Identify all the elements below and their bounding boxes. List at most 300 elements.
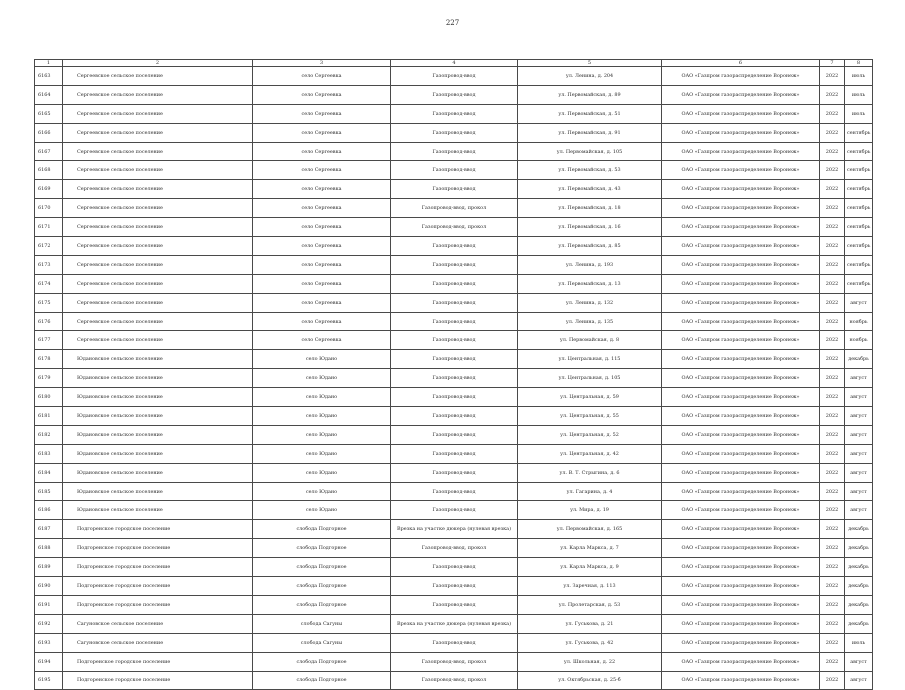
locality-cell: село Юдано <box>253 369 391 388</box>
year-cell: 2022 <box>820 180 845 199</box>
column-header-4: 4 <box>391 60 518 67</box>
settlement-cell: Сергеевское сельское поселение <box>63 199 253 218</box>
object-type-cell: Газопровод-ввод <box>391 501 518 520</box>
address-cell: ул. Первомайская, д. 53 <box>518 161 662 180</box>
locality-cell: село Сергеевка <box>253 161 391 180</box>
organization-cell: ОАО «Газпром газораспределение Воронеж» <box>662 142 820 161</box>
table-row <box>35 199 873 218</box>
table-header <box>35 60 873 67</box>
settlement-cell: Сергеевское сельское поселение <box>63 67 253 86</box>
row-number-cell: 6180 <box>35 388 63 407</box>
table-row <box>35 85 873 104</box>
object-type-cell: Газопровод-ввод <box>391 444 518 463</box>
row-number-cell: 6184 <box>35 463 63 482</box>
locality-cell: слобода Подгорное <box>253 652 391 671</box>
year-cell: 2022 <box>820 312 845 331</box>
locality-cell: село Сергеевка <box>253 293 391 312</box>
object-type-cell: Врезка на участке дюкера (нулевая врезка) <box>391 614 518 633</box>
table-row <box>35 180 873 199</box>
year-cell: 2022 <box>820 633 845 652</box>
row-number-cell: 6181 <box>35 407 63 426</box>
column-header-1: 1 <box>35 60 63 67</box>
locality-cell: слобода Сагуны <box>253 633 391 652</box>
settlement-cell: Юдановское сельское поселение <box>63 444 253 463</box>
organization-cell: ОАО «Газпром газораспределение Воронеж» <box>662 671 820 690</box>
organization-cell: ОАО «Газпром газораспределение Воронеж» <box>662 161 820 180</box>
month-cell: сентябрь <box>845 218 873 237</box>
settlement-cell: Сергеевское сельское поселение <box>63 218 253 237</box>
month-cell: сентябрь <box>845 237 873 256</box>
object-type-cell: Газопровод-ввод <box>391 161 518 180</box>
locality-cell: село Юдано <box>253 444 391 463</box>
settlement-cell: Подгоренское городское поселение <box>63 671 253 690</box>
row-number-cell: 6194 <box>35 652 63 671</box>
year-cell: 2022 <box>820 388 845 407</box>
settlement-cell: Подгоренское городское поселение <box>63 577 253 596</box>
locality-cell: село Сергеевка <box>253 67 391 86</box>
month-cell: июль <box>845 104 873 123</box>
row-number-cell: 6178 <box>35 350 63 369</box>
organization-cell: ОАО «Газпром газораспределение Воронеж» <box>662 577 820 596</box>
table-row <box>35 463 873 482</box>
organization-cell: ОАО «Газпром газораспределение Воронеж» <box>662 482 820 501</box>
organization-cell: ОАО «Газпром газораспределение Воронеж» <box>662 369 820 388</box>
object-type-cell: Газопровод-ввод <box>391 558 518 577</box>
object-type-cell: Газопровод-ввод, прокол <box>391 671 518 690</box>
locality-cell: село Сергеевка <box>253 255 391 274</box>
organization-cell: ОАО «Газпром газораспределение Воронеж» <box>662 312 820 331</box>
month-cell: декабрь <box>845 350 873 369</box>
row-number-cell: 6177 <box>35 331 63 350</box>
month-cell: август <box>845 444 873 463</box>
object-type-cell: Газопровод-ввод <box>391 123 518 142</box>
locality-cell: слобода Подгорное <box>253 671 391 690</box>
month-cell: ноябрь <box>845 312 873 331</box>
object-type-cell: Газопровод-ввод <box>391 85 518 104</box>
organization-cell: ОАО «Газпром газораспределение Воронеж» <box>662 520 820 539</box>
address-cell: ул. Первомайская, д. 43 <box>518 180 662 199</box>
address-cell: ул. Ленина, д. 132 <box>518 293 662 312</box>
year-cell: 2022 <box>820 123 845 142</box>
object-type-cell: Газопровод-ввод <box>391 312 518 331</box>
row-number-cell: 6174 <box>35 274 63 293</box>
locality-cell: слобода Подгорное <box>253 595 391 614</box>
object-type-cell: Газопровод-ввод, прокол <box>391 199 518 218</box>
table-row <box>35 104 873 123</box>
locality-cell: слобода Сагуны <box>253 614 391 633</box>
year-cell: 2022 <box>820 501 845 520</box>
organization-cell: ОАО «Газпром газораспределение Воронеж» <box>662 293 820 312</box>
row-number-cell: 6191 <box>35 595 63 614</box>
month-cell: август <box>845 293 873 312</box>
settlement-cell: Подгоренское городское поселение <box>63 539 253 558</box>
object-type-cell: Газопровод-ввод <box>391 577 518 596</box>
locality-cell: село Юдано <box>253 407 391 426</box>
address-cell: ул. Центральная, д. 52 <box>518 425 662 444</box>
address-cell: ул. Первомайская, д. 18 <box>518 199 662 218</box>
address-cell: ул. Пролетарская, д. 53 <box>518 595 662 614</box>
year-cell: 2022 <box>820 85 845 104</box>
object-type-cell: Газопровод-ввод <box>391 463 518 482</box>
locality-cell: село Сергеевка <box>253 312 391 331</box>
month-cell: сентябрь <box>845 274 873 293</box>
row-number-cell: 6169 <box>35 180 63 199</box>
address-cell: ул. Ленина, д. 135 <box>518 312 662 331</box>
locality-cell: село Юдано <box>253 501 391 520</box>
locality-cell: село Сергеевка <box>253 123 391 142</box>
settlement-cell: Юдановское сельское поселение <box>63 369 253 388</box>
row-number-cell: 6167 <box>35 142 63 161</box>
month-cell: декабрь <box>845 539 873 558</box>
year-cell: 2022 <box>820 614 845 633</box>
organization-cell: ОАО «Газпром газораспределение Воронеж» <box>662 633 820 652</box>
table-row <box>35 520 873 539</box>
table-row <box>35 255 873 274</box>
object-type-cell: Газопровод-ввод <box>391 142 518 161</box>
settlement-cell: Юдановское сельское поселение <box>63 388 253 407</box>
table-row <box>35 671 873 690</box>
object-type-cell: Газопровод-ввод <box>391 407 518 426</box>
object-type-cell: Газопровод-ввод <box>391 293 518 312</box>
object-type-cell: Газопровод-ввод, прокол <box>391 652 518 671</box>
month-cell: сентябрь <box>845 199 873 218</box>
organization-cell: ОАО «Газпром газораспределение Воронеж» <box>662 407 820 426</box>
settlement-cell: Сергеевское сельское поселение <box>63 104 253 123</box>
locality-cell: село Сергеевка <box>253 142 391 161</box>
year-cell: 2022 <box>820 671 845 690</box>
settlement-cell: Сергеевское сельское поселение <box>63 312 253 331</box>
organization-cell: ОАО «Газпром газораспределение Воронеж» <box>662 388 820 407</box>
address-cell: ул. Ленина, д. 193 <box>518 255 662 274</box>
organization-cell: ОАО «Газпром газораспределение Воронеж» <box>662 237 820 256</box>
object-type-cell: Газопровод-ввод <box>391 482 518 501</box>
month-cell: август <box>845 652 873 671</box>
address-cell: ул. Карла Маркса, д. 7 <box>518 539 662 558</box>
object-type-cell: Газопровод-ввод <box>391 350 518 369</box>
organization-cell: ОАО «Газпром газораспределение Воронеж» <box>662 85 820 104</box>
settlement-cell: Сергеевское сельское поселение <box>63 142 253 161</box>
address-cell: ул. Первомайская, д. 85 <box>518 237 662 256</box>
table-row <box>35 482 873 501</box>
organization-cell: ОАО «Газпром газораспределение Воронеж» <box>662 199 820 218</box>
address-cell: ул. Гагарина, д. 4 <box>518 482 662 501</box>
object-type-cell: Газопровод-ввод <box>391 274 518 293</box>
column-header-7: 7 <box>820 60 845 67</box>
month-cell: декабрь <box>845 595 873 614</box>
address-cell: ул. Первомайская, д. 16 <box>518 218 662 237</box>
year-cell: 2022 <box>820 274 845 293</box>
row-number-cell: 6175 <box>35 293 63 312</box>
settlement-cell: Сагуновское сельское поселение <box>63 614 253 633</box>
table-row <box>35 237 873 256</box>
row-number-cell: 6172 <box>35 237 63 256</box>
settlement-cell: Юдановское сельское поселение <box>63 463 253 482</box>
month-cell: сентябрь <box>845 142 873 161</box>
year-cell: 2022 <box>820 444 845 463</box>
settlement-cell: Юдановское сельское поселение <box>63 425 253 444</box>
gasification-table <box>34 59 873 690</box>
table-row <box>35 161 873 180</box>
locality-cell: село Юдано <box>253 388 391 407</box>
settlement-cell: Юдановское сельское поселение <box>63 407 253 426</box>
settlement-cell: Сергеевское сельское поселение <box>63 85 253 104</box>
object-type-cell: Газопровод-ввод <box>391 237 518 256</box>
table-row <box>35 539 873 558</box>
month-cell: сентябрь <box>845 161 873 180</box>
address-cell: ул. Первомайская, д. 105 <box>518 142 662 161</box>
locality-cell: село Сергеевка <box>253 331 391 350</box>
table-row <box>35 67 873 86</box>
object-type-cell: Газопровод-ввод, прокол <box>391 218 518 237</box>
month-cell: август <box>845 425 873 444</box>
organization-cell: ОАО «Газпром газораспределение Воронеж» <box>662 123 820 142</box>
organization-cell: ОАО «Газпром газораспределение Воронеж» <box>662 614 820 633</box>
settlement-cell: Подгоренское городское поселение <box>63 652 253 671</box>
row-number-cell: 6164 <box>35 85 63 104</box>
row-number-cell: 6188 <box>35 539 63 558</box>
organization-cell: ОАО «Газпром газораспределение Воронеж» <box>662 463 820 482</box>
settlement-cell: Сергеевское сельское поселение <box>63 255 253 274</box>
object-type-cell: Газопровод-ввод <box>391 67 518 86</box>
column-header-6: 6 <box>662 60 820 67</box>
settlement-cell: Сергеевское сельское поселение <box>63 274 253 293</box>
month-cell: июль <box>845 633 873 652</box>
locality-cell: село Сергеевка <box>253 199 391 218</box>
object-type-cell: Газопровод-ввод, прокол <box>391 539 518 558</box>
object-type-cell: Врезка на участке дюкера (нулевая врезка) <box>391 520 518 539</box>
address-cell: ул. Карла Маркса, д. 9 <box>518 558 662 577</box>
table-row <box>35 142 873 161</box>
settlement-cell: Юдановское сельское поселение <box>63 350 253 369</box>
locality-cell: село Сергеевка <box>253 85 391 104</box>
table-row <box>35 501 873 520</box>
page-number: 227 <box>445 19 460 27</box>
column-header-3: 3 <box>253 60 391 67</box>
settlement-cell: Подгоренское городское поселение <box>63 558 253 577</box>
address-cell: ул. Первомайская, д. 165 <box>518 520 662 539</box>
year-cell: 2022 <box>820 218 845 237</box>
table-body <box>35 67 873 690</box>
object-type-cell: Газопровод-ввод <box>391 104 518 123</box>
address-cell: ул. Центральная, д. 59 <box>518 388 662 407</box>
address-cell: ул. Первомайская, д. 51 <box>518 104 662 123</box>
year-cell: 2022 <box>820 237 845 256</box>
locality-cell: село Юдано <box>253 482 391 501</box>
organization-cell: ОАО «Газпром газораспределение Воронеж» <box>662 350 820 369</box>
organization-cell: ОАО «Газпром газораспределение Воронеж» <box>662 539 820 558</box>
address-cell: ул. Центральная, д. 55 <box>518 407 662 426</box>
row-number-cell: 6195 <box>35 671 63 690</box>
row-number-cell: 6170 <box>35 199 63 218</box>
row-number-cell: 6189 <box>35 558 63 577</box>
table-row <box>35 293 873 312</box>
locality-cell: слобода Подгорное <box>253 520 391 539</box>
year-cell: 2022 <box>820 652 845 671</box>
object-type-cell: Газопровод-ввод <box>391 255 518 274</box>
organization-cell: ОАО «Газпром газораспределение Воронеж» <box>662 218 820 237</box>
row-number-cell: 6171 <box>35 218 63 237</box>
year-cell: 2022 <box>820 539 845 558</box>
object-type-cell: Газопровод-ввод <box>391 388 518 407</box>
table-row <box>35 614 873 633</box>
row-number-cell: 6163 <box>35 67 63 86</box>
settlement-cell: Юдановское сельское поселение <box>63 501 253 520</box>
row-number-cell: 6182 <box>35 425 63 444</box>
table-row <box>35 425 873 444</box>
row-number-cell: 6183 <box>35 444 63 463</box>
settlement-cell: Подгоренское городское поселение <box>63 520 253 539</box>
year-cell: 2022 <box>820 331 845 350</box>
address-cell: ул. Ленина, д. 204 <box>518 67 662 86</box>
object-type-cell: Газопровод-ввод <box>391 425 518 444</box>
address-cell: ул. Первомайская, д. 89 <box>518 85 662 104</box>
address-cell: ул. В. Т. Стрыгина, д. 6 <box>518 463 662 482</box>
month-cell: август <box>845 463 873 482</box>
year-cell: 2022 <box>820 558 845 577</box>
year-cell: 2022 <box>820 67 845 86</box>
settlement-cell: Юдановское сельское поселение <box>63 482 253 501</box>
address-cell: ул. Первомайская, д. 91 <box>518 123 662 142</box>
month-cell: июль <box>845 67 873 86</box>
settlement-cell: Подгоренское городское поселение <box>63 595 253 614</box>
address-cell: ул. Первомайская, д. 13 <box>518 274 662 293</box>
table-row <box>35 388 873 407</box>
year-cell: 2022 <box>820 104 845 123</box>
organization-cell: ОАО «Газпром газораспределение Воронеж» <box>662 180 820 199</box>
header-row <box>35 60 873 67</box>
table-row <box>35 577 873 596</box>
month-cell: декабрь <box>845 520 873 539</box>
row-number-cell: 6190 <box>35 577 63 596</box>
year-cell: 2022 <box>820 199 845 218</box>
settlement-cell: Сергеевское сельское поселение <box>63 180 253 199</box>
month-cell: август <box>845 388 873 407</box>
locality-cell: слобода Подгорное <box>253 577 391 596</box>
object-type-cell: Газопровод-ввод <box>391 595 518 614</box>
object-type-cell: Газопровод-ввод <box>391 633 518 652</box>
year-cell: 2022 <box>820 161 845 180</box>
table-row <box>35 633 873 652</box>
organization-cell: ОАО «Газпром газораспределение Воронеж» <box>662 595 820 614</box>
table-row <box>35 123 873 142</box>
month-cell: сентябрь <box>845 123 873 142</box>
year-cell: 2022 <box>820 255 845 274</box>
table-row <box>35 407 873 426</box>
year-cell: 2022 <box>820 293 845 312</box>
year-cell: 2022 <box>820 463 845 482</box>
organization-cell: ОАО «Газпром газораспределение Воронеж» <box>662 104 820 123</box>
locality-cell: село Сергеевка <box>253 274 391 293</box>
month-cell: сентябрь <box>845 180 873 199</box>
organization-cell: ОАО «Газпром газораспределение Воронеж» <box>662 652 820 671</box>
address-cell: ул. Школьная, д. 22 <box>518 652 662 671</box>
organization-cell: ОАО «Газпром газораспределение Воронеж» <box>662 444 820 463</box>
address-cell: ул. Мира, д. 19 <box>518 501 662 520</box>
row-number-cell: 6165 <box>35 104 63 123</box>
organization-cell: ОАО «Газпром газораспределение Воронеж» <box>662 501 820 520</box>
year-cell: 2022 <box>820 369 845 388</box>
column-header-8: 8 <box>845 60 873 67</box>
month-cell: август <box>845 407 873 426</box>
month-cell: июль <box>845 85 873 104</box>
locality-cell: слобода Подгорное <box>253 539 391 558</box>
table-row <box>35 652 873 671</box>
row-number-cell: 6185 <box>35 482 63 501</box>
locality-cell: село Сергеевка <box>253 218 391 237</box>
month-cell: ноябрь <box>845 331 873 350</box>
organization-cell: ОАО «Газпром газораспределение Воронеж» <box>662 425 820 444</box>
address-cell: ул. Гуськова, д. 42 <box>518 633 662 652</box>
locality-cell: село Сергеевка <box>253 180 391 199</box>
year-cell: 2022 <box>820 520 845 539</box>
row-number-cell: 6179 <box>35 369 63 388</box>
year-cell: 2022 <box>820 482 845 501</box>
year-cell: 2022 <box>820 577 845 596</box>
locality-cell: село Сергеевка <box>253 237 391 256</box>
settlement-cell: Сергеевское сельское поселение <box>63 237 253 256</box>
month-cell: август <box>845 482 873 501</box>
table-row <box>35 558 873 577</box>
row-number-cell: 6187 <box>35 520 63 539</box>
table-row <box>35 218 873 237</box>
settlement-cell: Сергеевское сельское поселение <box>63 331 253 350</box>
address-cell: ул. Центральная, д. 105 <box>518 369 662 388</box>
address-cell: ул. Первомайская, д. 8 <box>518 331 662 350</box>
month-cell: декабрь <box>845 614 873 633</box>
organization-cell: ОАО «Газпром газораспределение Воронеж» <box>662 67 820 86</box>
settlement-cell: Сергеевское сельское поселение <box>63 123 253 142</box>
organization-cell: ОАО «Газпром газораспределение Воронеж» <box>662 331 820 350</box>
address-cell: ул. Центральная, д. 115 <box>518 350 662 369</box>
address-cell: ул. Гуськова, д. 21 <box>518 614 662 633</box>
address-cell: ул. Центральная, д. 42 <box>518 444 662 463</box>
month-cell: август <box>845 501 873 520</box>
table-row <box>35 369 873 388</box>
table-row <box>35 444 873 463</box>
year-cell: 2022 <box>820 407 845 426</box>
table-row <box>35 312 873 331</box>
settlement-cell: Сергеевское сельское поселение <box>63 293 253 312</box>
row-number-cell: 6192 <box>35 614 63 633</box>
table-row <box>35 595 873 614</box>
table-row <box>35 274 873 293</box>
organization-cell: ОАО «Газпром газораспределение Воронеж» <box>662 274 820 293</box>
row-number-cell: 6186 <box>35 501 63 520</box>
month-cell: сентябрь <box>845 255 873 274</box>
locality-cell: село Юдано <box>253 463 391 482</box>
month-cell: август <box>845 369 873 388</box>
row-number-cell: 6176 <box>35 312 63 331</box>
object-type-cell: Газопровод-ввод <box>391 331 518 350</box>
year-cell: 2022 <box>820 142 845 161</box>
locality-cell: село Юдано <box>253 425 391 444</box>
locality-cell: село Сергеевка <box>253 104 391 123</box>
month-cell: декабрь <box>845 558 873 577</box>
row-number-cell: 6168 <box>35 161 63 180</box>
object-type-cell: Газопровод-ввод <box>391 180 518 199</box>
object-type-cell: Газопровод-ввод <box>391 369 518 388</box>
settlement-cell: Сагуновское сельское поселение <box>63 633 253 652</box>
address-cell: ул. Октябрьская, д. 25-б <box>518 671 662 690</box>
table-row <box>35 350 873 369</box>
year-cell: 2022 <box>820 425 845 444</box>
month-cell: август <box>845 671 873 690</box>
organization-cell: ОАО «Газпром газораспределение Воронеж» <box>662 558 820 577</box>
month-cell: декабрь <box>845 577 873 596</box>
year-cell: 2022 <box>820 595 845 614</box>
settlement-cell: Сергеевское сельское поселение <box>63 161 253 180</box>
row-number-cell: 6166 <box>35 123 63 142</box>
